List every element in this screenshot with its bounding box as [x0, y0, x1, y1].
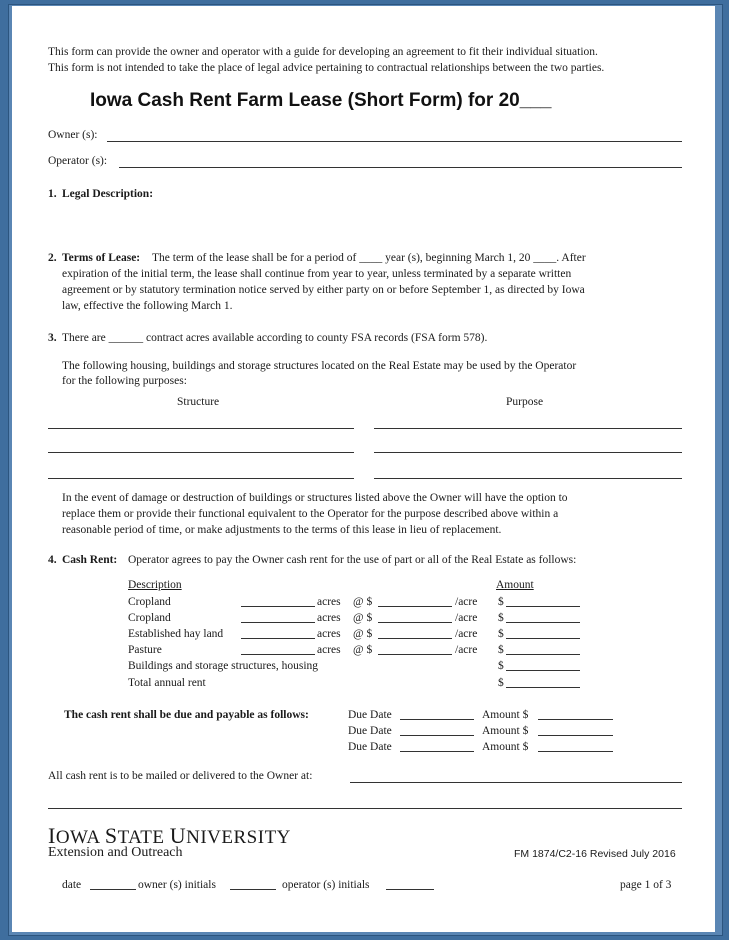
- per-acre-label: /acre: [455, 596, 478, 608]
- structure-column-header: Structure: [177, 396, 220, 408]
- acres-label: acres: [317, 628, 341, 640]
- terms-line-1: The term of the lease shall be for a period of ____ year (s), beginning March 1, 20 ____. After: [152, 252, 586, 264]
- owner-initials-field[interactable]: [230, 889, 276, 890]
- amount-dollar-sign: $: [498, 660, 504, 672]
- damage-text-3: reasonable period of time, or make adjustments to the terms of this lease in lieu of replacement.: [62, 524, 502, 536]
- rent-row-description: Total annual rent: [128, 677, 206, 689]
- rate-at-label: @ $: [353, 644, 373, 656]
- date-label: date: [62, 879, 82, 891]
- acres-label: acres: [317, 644, 341, 656]
- structure-field-2[interactable]: [48, 452, 354, 453]
- mailing-address-label: All cash rent is to be mailed or delivered to the Owner at:: [48, 770, 313, 782]
- acres-label: acres: [317, 596, 341, 608]
- due-payable-label: The cash rent shall be due and payable as follows:: [64, 709, 309, 721]
- operator-field[interactable]: [119, 167, 682, 168]
- per-acre-label: /acre: [455, 612, 478, 624]
- amount-dollar-sign: $: [498, 612, 504, 624]
- acres-field[interactable]: [241, 622, 315, 623]
- amount-field[interactable]: [506, 622, 580, 623]
- amount-dollar-sign: $: [498, 628, 504, 640]
- date-field[interactable]: [90, 889, 136, 890]
- acres-field[interactable]: [241, 654, 315, 655]
- operator-initials-field[interactable]: [386, 889, 434, 890]
- section-2-number: 2.: [48, 252, 57, 264]
- due-amount-field[interactable]: [538, 751, 613, 752]
- cash-rent-text: Operator agrees to pay the Owner cash rent for the use of part or all of the Real Estate as follows:: [128, 554, 577, 566]
- isu-logo: IOWA STATE UNIVERSITY: [48, 823, 291, 848]
- damage-text-1: In the event of damage or destruction of buildings or structures listed above the Owner will have the option to: [62, 492, 568, 504]
- acres-label: acres: [317, 612, 341, 624]
- due-date-field[interactable]: [400, 735, 474, 736]
- rent-row-description: Cropland: [128, 612, 171, 624]
- owner-initials-label: owner (s) initials: [138, 879, 216, 891]
- acres-field[interactable]: [241, 638, 315, 639]
- rate-at-label: @ $: [353, 628, 373, 640]
- rate-field[interactable]: [378, 606, 452, 607]
- owner-field[interactable]: [107, 141, 682, 142]
- due-date-field[interactable]: [400, 719, 474, 720]
- amount-field[interactable]: [506, 606, 580, 607]
- terms-line-3: agreement or by statutory termination notice served by either party on or before September 1, as directed by Iowa: [62, 284, 585, 296]
- rent-row-description: Pasture: [128, 644, 162, 656]
- structure-field-1[interactable]: [48, 428, 354, 429]
- rent-row-description: Buildings and storage structures, housing: [128, 660, 319, 672]
- section-1-number: 1.: [48, 188, 57, 200]
- section-4-heading: Cash Rent:: [62, 554, 118, 566]
- intro-line-1: This form can provide the owner and operator with a guide for developing an agreement to fit their individual situation.: [48, 46, 598, 58]
- rate-field[interactable]: [378, 638, 452, 639]
- rate-field[interactable]: [378, 654, 452, 655]
- rate-at-label: @ $: [353, 612, 373, 624]
- operator-label: Operator (s):: [48, 155, 108, 167]
- due-amount-field[interactable]: [538, 735, 613, 736]
- intro-line-2: This form is not intended to take the place of legal advice pertaining to contractual relationships between the two parties.: [48, 62, 605, 74]
- purpose-column-header: Purpose: [506, 396, 544, 408]
- amount-label: Amount $: [482, 741, 529, 753]
- due-amount-field[interactable]: [538, 719, 613, 720]
- terms-line-4: law, effective the following March 1.: [62, 300, 233, 312]
- contract-acres-text: There are ______ contract acres available according to county FSA records (FSA form 578).: [62, 332, 488, 344]
- owner-label: Owner (s):: [48, 129, 98, 141]
- acres-field[interactable]: [241, 606, 315, 607]
- rate-at-label: @ $: [353, 596, 373, 608]
- amount-field[interactable]: [506, 670, 580, 671]
- description-column-header: Description: [128, 579, 182, 591]
- due-date-label: Due Date: [348, 741, 392, 753]
- section-1-heading: Legal Description:: [62, 188, 154, 200]
- damage-text-2: replace them or provide their functional equivalent to the Operator for the purpose described above within a: [62, 508, 559, 520]
- per-acre-label: /acre: [455, 644, 478, 656]
- amount-column-header: Amount: [496, 579, 534, 591]
- rate-field[interactable]: [378, 622, 452, 623]
- per-acre-label: /acre: [455, 628, 478, 640]
- terms-line-2: expiration of the initial term, the lease shall continue from year to year, unless terminated by a separate written: [62, 268, 572, 280]
- form-code: FM 1874/C2-16 Revised July 2016: [514, 848, 676, 860]
- amount-dollar-sign: $: [498, 677, 504, 689]
- mailing-address-field[interactable]: [350, 782, 682, 783]
- housing-text-1: The following housing, buildings and storage structures located on the Real Estate may be used by the Operator: [62, 360, 577, 372]
- purpose-field-1[interactable]: [374, 428, 682, 429]
- structure-field-3[interactable]: [48, 478, 354, 479]
- amount-field[interactable]: [506, 638, 580, 639]
- lease-form-page: [12, 6, 715, 932]
- rent-row-description: Established hay land: [128, 628, 224, 640]
- due-date-field[interactable]: [400, 751, 474, 752]
- mailing-address-field-2[interactable]: [48, 808, 682, 809]
- amount-label: Amount $: [482, 725, 529, 737]
- due-date-label: Due Date: [348, 725, 392, 737]
- section-2-heading: Terms of Lease:: [62, 252, 141, 264]
- purpose-field-2[interactable]: [374, 452, 682, 453]
- purpose-field-3[interactable]: [374, 478, 682, 479]
- operator-initials-label: operator (s) initials: [282, 879, 370, 891]
- due-date-label: Due Date: [348, 709, 392, 721]
- amount-field[interactable]: [506, 654, 580, 655]
- total-rent-field[interactable]: [506, 687, 580, 688]
- page-number: page 1 of 3: [620, 879, 672, 891]
- amount-dollar-sign: $: [498, 644, 504, 656]
- housing-text-2: for the following purposes:: [62, 375, 187, 387]
- page-title: Iowa Cash Rent Farm Lease (Short Form) for 20___: [90, 90, 552, 111]
- section-3-number: 3.: [48, 332, 57, 344]
- amount-label: Amount $: [482, 709, 529, 721]
- amount-dollar-sign: $: [498, 596, 504, 608]
- section-4-number: 4.: [48, 554, 57, 566]
- rent-row-description: Cropland: [128, 596, 171, 608]
- extension-outreach: Extension and Outreach: [48, 845, 183, 860]
